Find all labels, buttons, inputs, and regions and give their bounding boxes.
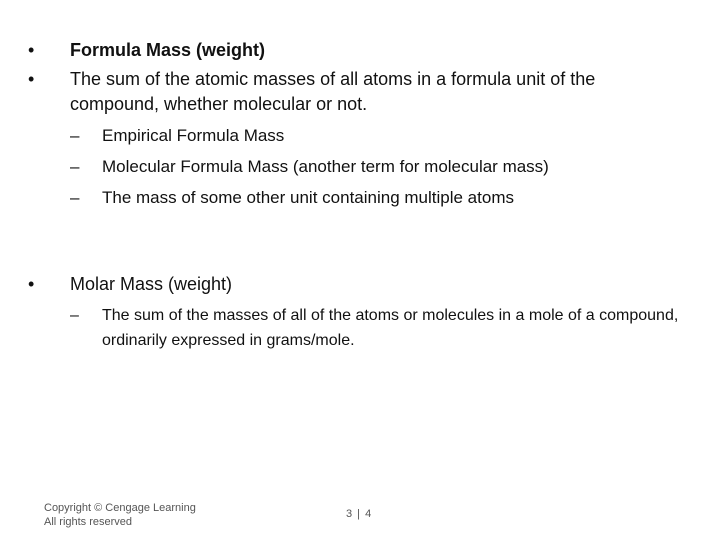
sub-dash: – [70,307,79,324]
sub-list [70,123,688,210]
sub-item-text: The mass of some other unit containing multiple atoms [102,188,514,207]
sub-item-empirical [70,123,688,148]
bullet-dot: • [28,69,35,89]
bullet-list-formula-mass [28,38,688,216]
bullet-formula-mass-definition [28,67,688,210]
sub-item-text: Empirical Formula Mass [102,126,285,145]
page-number: 3 | 4 [346,508,373,520]
sub-dash: – [70,126,80,145]
bullet-molar-mass [28,272,688,353]
sub-item-molecular [70,154,688,179]
bullet-dot: • [28,40,35,60]
copyright-line: All rights reserved [44,516,133,528]
sub-dash: – [70,157,80,176]
copyright-line: Copyright © Cengage Learning [44,502,196,514]
bullet-text: Molar Mass (weight) [70,274,233,294]
sub-item-other-unit [70,185,688,210]
footer-copyright [44,501,196,529]
sub-list [70,303,688,353]
bullet-text: The sum of the atomic masses of all atoms in a formula unit of the compound, whether molecular or not. [70,69,596,114]
sub-item-text: Molecular Formula Mass (another term for molecular mass) [102,157,549,176]
bullet-text: Formula Mass (weight) [70,40,266,60]
bullet-dot: • [28,274,35,294]
sub-item-molar-mass-definition [70,303,688,353]
bullet-formula-mass [28,38,688,63]
sub-item-text: The sum of the masses of all of the atoms or molecules in a mole of a compound, ordinarily expressed in grams/mole. [102,307,679,349]
bullet-list-molar-mass [28,272,688,359]
sub-dash: – [70,188,80,207]
